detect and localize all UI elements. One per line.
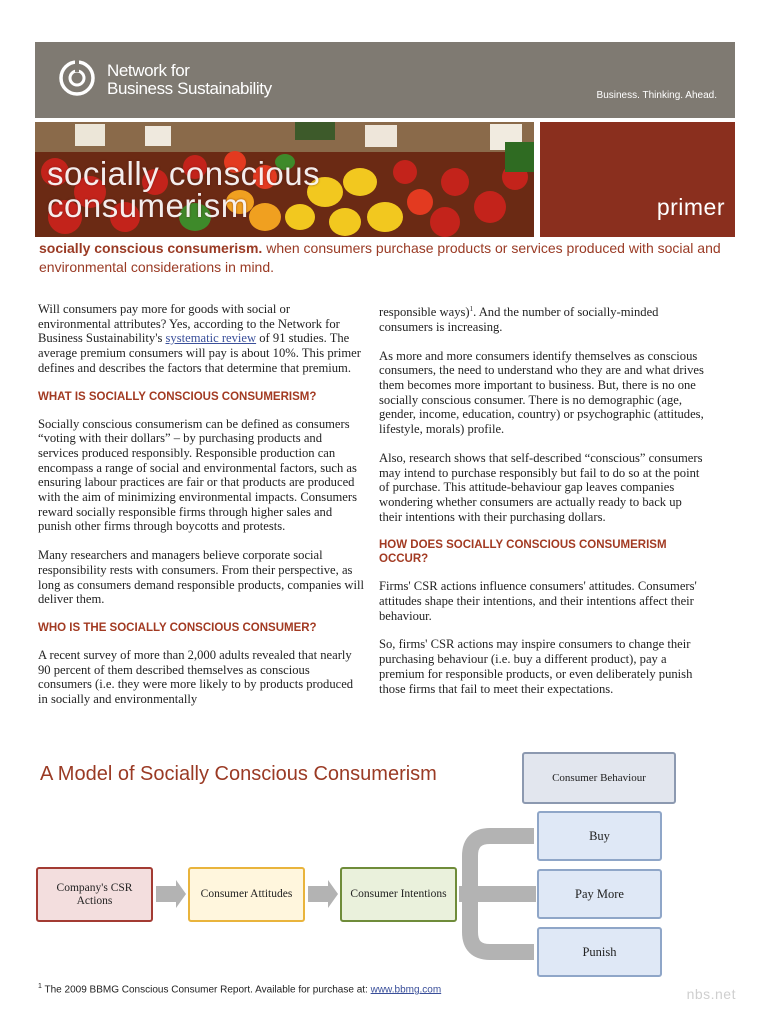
heading-how-occur: HOW DOES SOCIALLY CONSCIOUS CONSUMERISM OCCUR? (379, 539, 667, 566)
arrow-attitudes-intentions-shaft (308, 886, 328, 902)
node-consumer-attitudes: Consumer Attitudes (188, 867, 305, 922)
bracket-middle-branch (478, 886, 536, 902)
node-buy: Buy (537, 811, 662, 861)
node-pay-more: Pay More (537, 869, 662, 919)
systematic-review-link[interactable]: systematic review (165, 331, 257, 346)
intro-text-2: of 91 studies. The average premium consumers will pay is about 10%. This primer defines and describes the factors that determine that premium. (38, 331, 361, 375)
intro-text-1: Will consumers pay more for goods with social or environmental attributes? Yes, according to the Network for Business Sustainability's (38, 302, 340, 346)
footnote-marker: 1 (469, 305, 474, 313)
definition-text: when consumers purchase products or services produced with social and environmental considerations in mind. (39, 240, 721, 275)
survey-continued-text-2: . And the number of socially-minded consumers is increasing. (379, 305, 659, 334)
node-consumer-behaviour: Consumer Behaviour (522, 752, 676, 804)
survey-continued-text-1: responsible ways) (379, 305, 470, 320)
bbmg-link[interactable]: www.bbmg.com (370, 984, 442, 996)
hero-title: socially conscious consumerism (47, 155, 321, 224)
heading-who-is: WHO IS THE SOCIALLY CONSCIOUS CONSUMER? (38, 621, 317, 634)
csr-influence-paragraph: Firms' CSR actions influence consumers' attitudes. Consumers' attitudes shape their intentions, and their intentions affect their behaviour. (379, 579, 697, 623)
model-title: A Model of Socially Conscious Consumerism (40, 763, 437, 785)
primer-label: primer (656, 194, 725, 220)
node-consumer-intentions: Consumer Intentions (340, 867, 457, 922)
footnote (38, 983, 441, 995)
definition-paragraph: Socially conscious consumerism can be defined as consumers “voting with their dollars” – by purchasing products and services produced responsibly. Responsible production can encompass a range of social and environmental factors, such as ensuring labour practices are fair or that products are produced with the aim of minimizing environmental impacts. Consumers reward socially responsible firms through higher sales and punish other firms through boycotts and protests. (38, 416, 357, 534)
heading-what-is: WHAT IS SOCIALLY CONSCIOUS CONSUMERISM? (38, 390, 317, 403)
footnote-number: 1 (38, 983, 42, 990)
consumer-profile-paragraph: As more and more consumers identify themselves as conscious consumers, the need to understand who they are and what drives them becomes more important to business. But, there is no one socially conscious consumer. There is no demographic (age, gender, income, education, country) or psychographic (attitudes, lifestyle, morals) profile. (379, 348, 704, 437)
node-punish: Punish (537, 927, 662, 977)
arrow-intentions-head (328, 880, 338, 908)
responsibility-paragraph: Many researchers and managers believe corporate social responsibility rests with consumers. From their perspective, as long as consumers demand responsible products, companies will deliver them. (38, 548, 364, 607)
organization-name: Network for Business Sustainability (107, 61, 272, 98)
node-company-csr-actions: Company's CSR Actions (36, 867, 153, 922)
attitude-gap-paragraph: Also, research shows that self-described “conscious” consumers may intend to purchase responsibly but fail to do so at the point of purchase. This attitude-behaviour gap leaves companies wondering whether consumers are actually ready to back up their intentions with their purchasing dollars. (379, 450, 703, 524)
csr-inspire-paragraph: So, firms' CSR actions may inspire consumers to change their purchasing behaviour (i.e. buy a different product), pay a premium for responsible products, or even deliberately punish those firms that fail to meet their expectations. (379, 637, 693, 696)
footnote-text: The 2009 BBMG Conscious Consumer Report. Available for purchase at: (41, 984, 371, 996)
definition-term: socially conscious consumerism. (39, 240, 263, 256)
survey-paragraph: A recent survey of more than 2,000 adults revealed that nearly 90 percent of them described themselves as conscious consumers (i.e. they were more likely to by products produced in socially and environmentally (38, 647, 354, 707)
tagline: Business. Thinking. Ahead. (596, 90, 717, 101)
watermark: nbs.net (686, 986, 736, 1002)
arrow-csr-attitudes-head (176, 880, 186, 908)
arrow-csr-attitudes-shaft (156, 886, 176, 902)
